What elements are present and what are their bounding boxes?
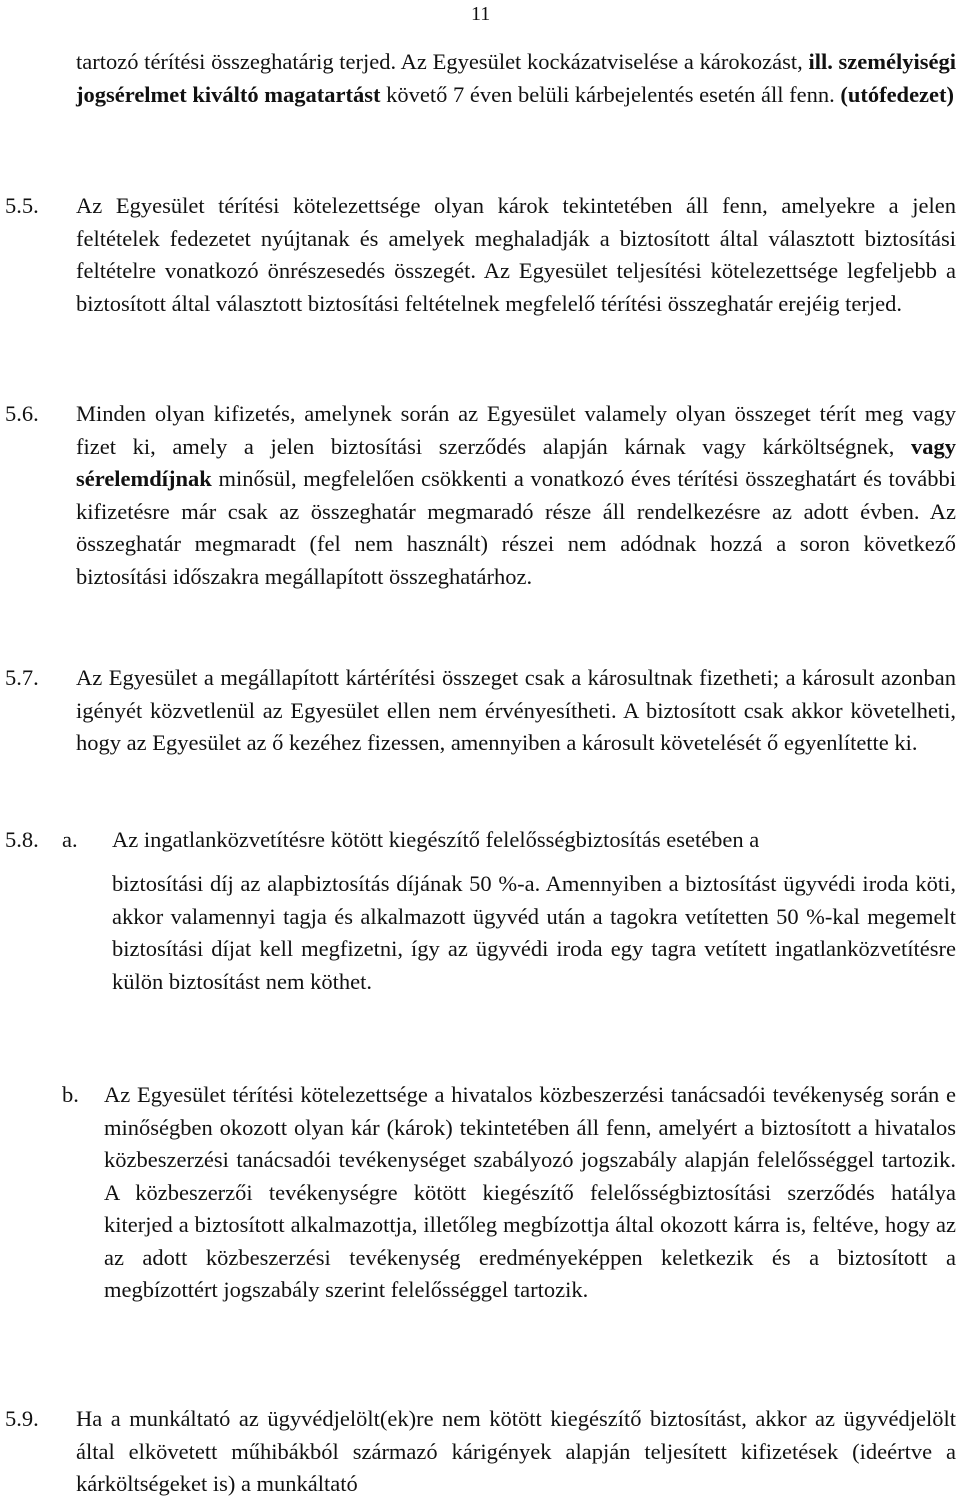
section-5-8-b-letter: b. <box>62 1082 79 1107</box>
section-5-8-a-first-line: Az ingatlanközvetítésre kötött kiegészítő felelősségbiztosítás esetében a <box>112 827 760 852</box>
section-5-7-text: Az Egyesület a megállapított kártérítési összeget csak a károsultnak fizetheti; a károsult azonban igényét közvetlenül az Egyesület ellen nem érvényesítheti. A biztosított csak akkor követelheti, hogy az Egyesület az ő kezéhez fizessen, amennyiben a károsult követelését ő egyenlítette ki. <box>76 665 956 755</box>
section-5-5-text: Az Egyesület térítési kötelezettsége olyan károk tekintetében áll fenn, amelyekre a jelen feltételek fedezetet nyújtanak és amelyek meghaladják a biztosított által választott biztosítási feltételre vonatkozó önrészesedés összegét. Az Egyesület teljesítési kötelezettsége legfeljebb a biztosított által választott biztosítási feltételnek megfelelő térítési összeghatár erejéig terjed. <box>76 193 956 316</box>
section-number-5-6: 5.6. <box>5 401 39 426</box>
page-number: 11 <box>471 3 491 25</box>
section-number-5-5: 5.5. <box>5 193 39 218</box>
intro-text-2: követő 7 éven belüli kárbejelentés esetén áll fenn. <box>380 81 841 107</box>
section-5-8-b-text: Az Egyesület térítési kötelezettsége a hivatalos közbeszerzési tanácsadói tevékenység során e minőségben okozott olyan kár (károk) tekintetében áll fenn, amelyért a biztosított a hivatalos közbeszerzési tanácsadói tevékenységet szabályozó jogszabály alapján felelősséggel tartozik. A közbeszerzői tevékenységre kötött kiegészítő felelősségbiztosítási szerződés hatálya kiterjed a biztosított alkalmazottja, illetőleg megbízottja által okozott kárra is, feltéve, hogy az az adott közbeszerzési tevékenység eredményeképpen keletkezik és a biztosított a megbízottért jogszabály szerint felelősséggel tartozik. <box>104 1082 956 1302</box>
intro-paragraph <box>76 46 956 111</box>
section-5-6-text-a: Minden olyan kifizetés, amelynek során az Egyesület valamely olyan összeget térít meg vagy fizet ki, amely a jelen biztosítási szerződés alapján kárnak vagy kárköltségnek, <box>76 401 956 459</box>
intro-text-1: tartozó térítési összeghatárig terjed. Az Egyesület kockázatviselése a károkozást, <box>76 49 809 74</box>
section-5-8-a-letter: a. <box>62 827 78 852</box>
section-5-8-a-text: biztosítási díj az alapbiztosítás díjának 50 %-a. Amennyiben a biztosítást ügyvédi iroda köti, akkor valamennyi tagja és alkalmazott ügyvéd után a tagokra vetítetten 50 %-kal megemelt biztosítási díjat kell megfizetni, így az ügyvédi iroda egy tagra vetített ingatlanközvetítésre külön biztosítást nem köthet. <box>112 871 956 994</box>
section-number-5-7: 5.7. <box>5 665 39 690</box>
section-5-6-text-b: minősül, megfelelően csökkenti a vonatkozó éves térítési összeghatárt és további kifizetésre már csak az összeghatár megmaradó része áll rendelkezésre az adott évben. Az összeghatár megmaradt (fel nem használt) részei nem adódnak hozzá a soron következő biztosítási időszakra megállapított összeghatárhoz. <box>76 466 956 589</box>
section-5-9-text: Ha a munkáltató az ügyvédjelölt(ek)re nem kötött kiegészítő biztosítást, akkor az ügyvédjelölt által elkövetett műhibákból származó kárigények alapján teljesített kifizetések (ideértve a kárköltségeket is) a munkáltató <box>76 1406 956 1496</box>
section-number-5-8: 5.8. <box>5 827 39 852</box>
section-5-6-bold: vagy sérelemdíjnak <box>76 433 956 491</box>
intro-bold-2: (utófedezet) <box>840 81 955 107</box>
section-5-6-text <box>76 398 956 593</box>
intro-bold-1: ill. személyiségi jogsérelmet kiváltó magatartást <box>76 49 956 107</box>
section-number-5-9: 5.9. <box>5 1406 39 1431</box>
